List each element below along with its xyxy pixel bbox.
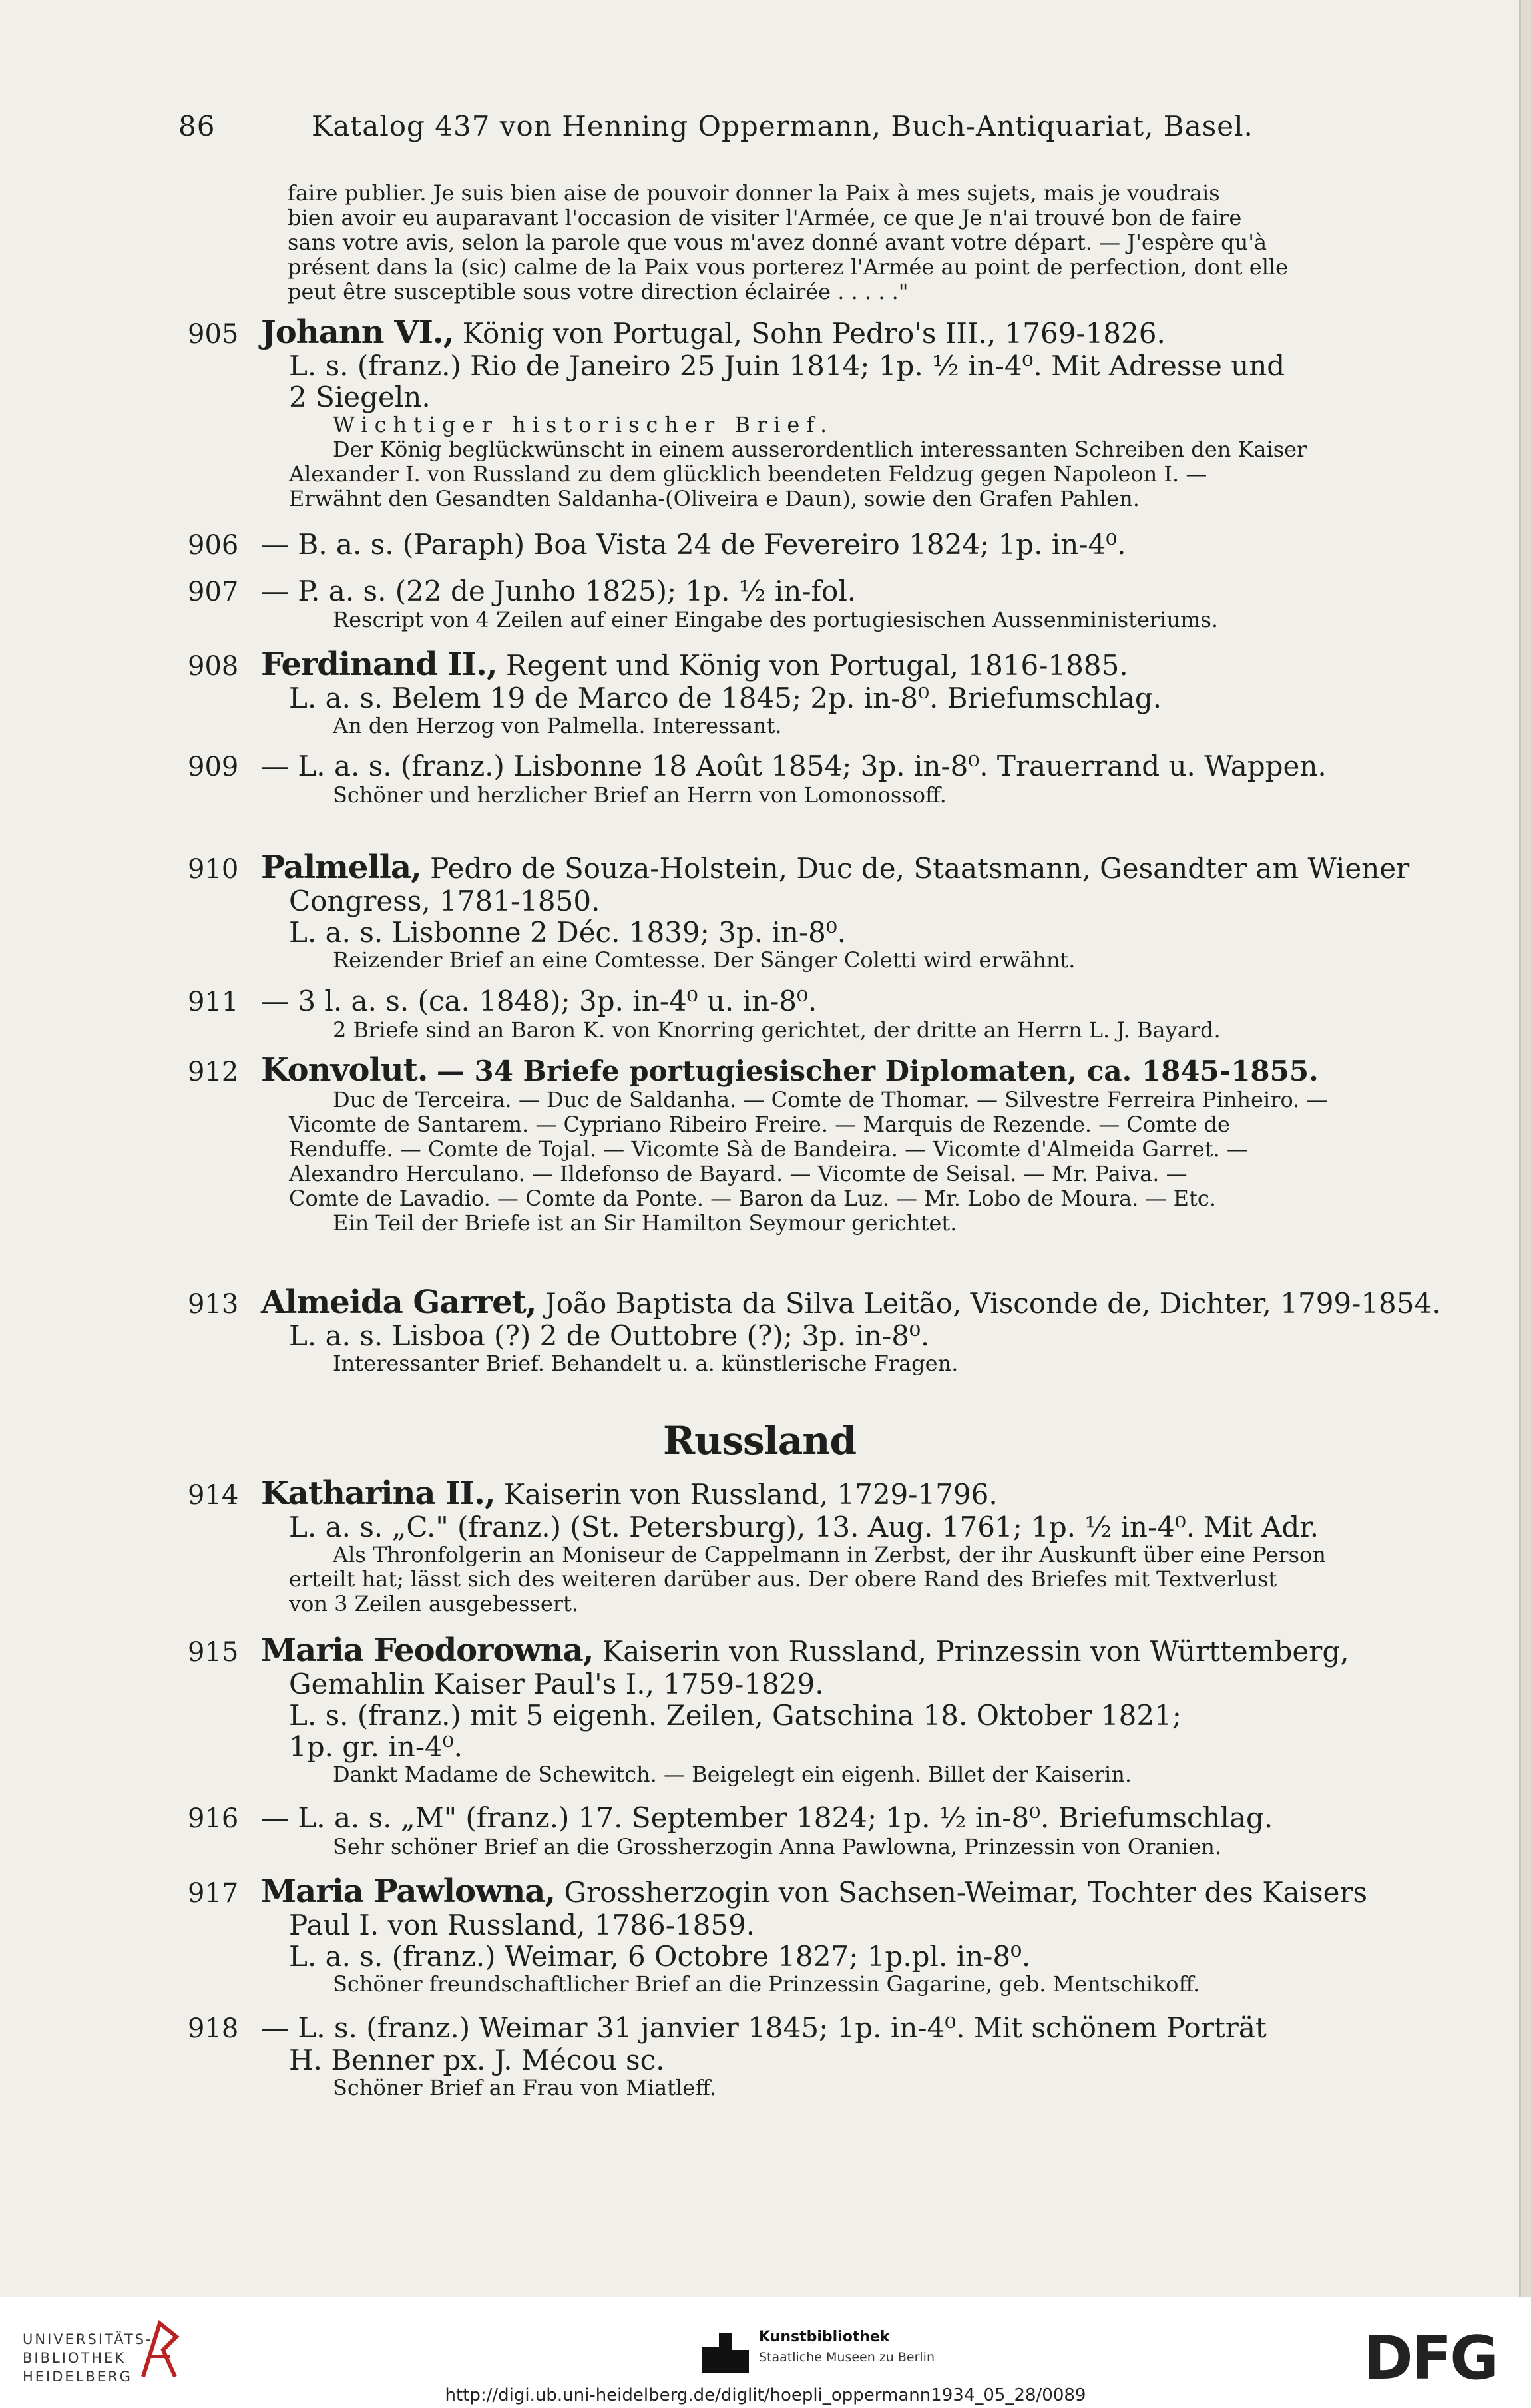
catalog-entry (188, 849, 1479, 973)
entry-note: Der König beglückwünscht in einem ausserordentlich interessanten Schreiben den Kaiser (333, 437, 1307, 462)
page-number: 86 (178, 110, 216, 142)
section-heading: Russland (662, 1418, 856, 1463)
catalog-entry (188, 1051, 1479, 1236)
entry-line: Gemahlin Kaiser Paul's I., 1759-1829. (289, 1668, 824, 1700)
entry-description: — L. s. (franz.) Weimar 31 janvier 1845; 1p. in-4⁰. Mit schönem Porträt (261, 2011, 1267, 2044)
entry-description: Regent und König von Portugal, 1816-1885. (505, 649, 1128, 682)
entry-description: — 3 l. a. s. (ca. 1848); 3p. in-4⁰ u. in-8⁰. (261, 985, 817, 1017)
entry-note: Vicomte de Santarem. — Cypriano Ribeiro Freire. — Marquis de Rezende. — Comte de (289, 1112, 1230, 1137)
entry-line: 1p. gr. in-4⁰. (289, 1730, 463, 1763)
entry-description: — B. a. s. (Paraph) Boa Vista 24 de Fevereiro 1824; 1p. in-4⁰. (261, 528, 1126, 561)
entry-number: 907 (188, 577, 239, 607)
entry-number: 913 (188, 1289, 239, 1320)
entry-line: L. s. (franz.) Rio de Janeiro 25 Juin 1814; 1p. ½ in-4⁰. Mit Adresse und (289, 350, 1285, 382)
intro-line: faire publier. Je suis bien aise de pouvoir donner la Paix à mes sujets, mais je voudrais (288, 180, 1220, 206)
entry-name: Maria Pawlowna, (261, 1873, 556, 1910)
catalog-entry (188, 1475, 1479, 1616)
entry-line: H. Benner px. J. Mécou sc. (289, 2044, 665, 2076)
kunstbibliothek-title[interactable]: Kunstbibliothek (759, 2329, 890, 2345)
entry-note: Als Thronfolgerin an Moniseur de Cappelmann in Zerbst, der ihr Auskunft über eine Person (333, 1542, 1326, 1567)
permalink-url[interactable]: http://digi.ub.uni-heidelberg.de/diglit/hoepli_oppermann1934_05_28/0089 (445, 2385, 1086, 2405)
entry-description: — L. a. s. „M" (franz.) 17. September 1824; 1p. ½ in-8⁰. Briefumschlag. (261, 1802, 1273, 1834)
intro-line: présent dans la (sic) calme de la Paix vous porterez l'Armée au point de perfection, dont elle (288, 254, 1289, 280)
catalog-entry (188, 750, 1479, 808)
page-header (178, 110, 1253, 142)
entry-description: — P. a. s. (22 de Junho 1825); 1p. ½ in-fol. (261, 575, 857, 607)
entry-description: Kaiserin von Russland, Prinzessin von Württemberg, (602, 1635, 1349, 1668)
catalog-entry (188, 314, 1479, 511)
entry-name: Katharina II., (261, 1475, 495, 1512)
entry-number: 908 (188, 651, 239, 682)
library-line: UNIVERSITÄTS- (23, 2331, 153, 2347)
entry-note: 2 Briefe sind an Baron K. von Knorring gerichtet, der dritte an Herrn L. J. Bayard. (333, 1017, 1221, 1043)
entry-note: Interessanter Brief. Behandelt u. a. künstlerische Fragen. (333, 1351, 959, 1376)
entry-note: Schöner und herzlicher Brief an Herrn von Lomonossoff. (333, 782, 947, 808)
entry-note: An den Herzog von Palmella. Interessant. (333, 713, 782, 738)
entry-number: 915 (188, 1637, 239, 1668)
entry-number: 918 (188, 2013, 239, 2044)
intro-line: bien avoir eu auparavant l'occasion de visiter l'Armée, ce que Je n'ai trouvé bon de faire (288, 205, 1242, 230)
university-library-logo[interactable] (23, 2330, 153, 2386)
page-edge (1519, 0, 1531, 2297)
entry-description: König von Portugal, Sohn Pedro's III., 1769-1826. (462, 317, 1166, 350)
catalog-entry (188, 985, 1479, 1043)
entry-name: Konvolut. (261, 1051, 428, 1088)
entry-number: 911 (188, 987, 239, 1017)
entry-note: Wichtiger historischer Brief. (333, 412, 834, 437)
entry-line: L. a. s. „C." (franz.) (St. Petersburg), 13. Aug. 1761; 1p. ½ in-4⁰. Mit Adr. (289, 1511, 1319, 1543)
entry-number: 910 (188, 854, 239, 885)
entry-name: Johann VI., (261, 314, 454, 351)
library-line: BIBLIOTHEK (23, 2350, 126, 2366)
entry-note: Rescript von 4 Zeilen auf einer Eingabe des portugiesischen Aussenministeriums. (333, 607, 1219, 632)
entry-line: L. a. s. (franz.) Weimar, 6 Octobre 1827; 1p.pl. in-8⁰. (289, 1940, 1031, 1973)
entry-line: L. a. s. Belem 19 de Marco de 1845; 2p. in-8⁰. Briefumschlag. (289, 682, 1162, 714)
entry-description: — L. a. s. (franz.) Lisbonne 18 Août 1854; 3p. in-8⁰. Trauerrand u. Wappen. (261, 750, 1327, 782)
dfg-logo[interactable]: DFG (1363, 2323, 1498, 2393)
entry-description: Grossherzogin von Sachsen-Weimar, Tochter des Kaisers (564, 1876, 1368, 1909)
library-line: HEIDELBERG (23, 2369, 132, 2385)
kunstbibliothek-icon (702, 2333, 749, 2373)
entry-note: erteilt hat; lässt sich des weiteren darüber aus. Der obere Rand des Briefes mit Textverlust (289, 1566, 1277, 1592)
entry-line: Congress, 1781-1850. (289, 885, 600, 917)
catalog-entry (188, 1632, 1479, 1787)
entry-description: João Baptista da Silva Leitão, Visconde de, Dichter, 1799-1854. (545, 1287, 1441, 1320)
catalog-entry (188, 1802, 1479, 1859)
entry-note: Reizender Brief an eine Comtesse. Der Sänger Coletti wird erwähnt. (333, 947, 1076, 973)
entry-note: Sehr schöner Brief an die Grossherzogin Anna Pawlowna, Prinzessin von Oranien. (333, 1834, 1221, 1859)
entry-line: 2 Siegeln. (289, 381, 431, 413)
entry-number: 914 (188, 1480, 239, 1511)
entry-note: von 3 Zeilen ausgebessert. (289, 1591, 579, 1616)
university-seal-icon (136, 2317, 183, 2383)
entry-line: L. s. (franz.) mit 5 eigenh. Zeilen, Gatschina 18. Oktober 1821; (289, 1699, 1182, 1732)
entry-note: Renduffe. — Comte de Tojal. — Vicomte Sà de Bandeira. — Vicomte d'Almeida Garret. — (289, 1136, 1248, 1162)
kunstbibliothek-subtitle: Staatliche Museen zu Berlin (759, 2350, 935, 2365)
catalog-entry (188, 529, 1479, 561)
entry-note: Alexandro Herculano. — Ildefonso de Bayard. — Vicomte de Seisal. — Mr. Paiva. — (289, 1161, 1188, 1186)
entry-name: Palmella, (261, 849, 421, 886)
entry-note: Duc de Terceira. — Duc de Saldanha. — Comte de Thomar. — Silvestre Ferreira Pinheiro. — (333, 1087, 1328, 1112)
catalog-entry (188, 646, 1479, 738)
entry-number: 909 (188, 752, 239, 782)
entry-description: Kaiserin von Russland, 1729-1796. (503, 1478, 998, 1511)
entry-number: 917 (188, 1878, 239, 1909)
catalog-entry (188, 2012, 1479, 2100)
page-title: Katalog 437 von Henning Oppermann, Buch-Antiquariat, Basel. (312, 110, 1253, 142)
entry-name: Almeida Garret, (261, 1284, 537, 1321)
entry-number: 906 (188, 530, 239, 561)
entry-note: Schöner Brief an Frau von Miatleff. (333, 2075, 716, 2100)
entry-name: Maria Feodorowna, (261, 1632, 594, 1669)
catalog-entry (188, 575, 1479, 632)
entry-description: Pedro de Souza-Holstein, Duc de, Staatsmann, Gesandter am Wiener (430, 852, 1410, 885)
entry-line: Paul I. von Russland, 1786-1859. (289, 1909, 756, 1941)
entry-note: Alexander I. von Russland zu dem glücklich beendeten Feldzug gegen Napoleon I. — (289, 461, 1207, 487)
entry-line: L. a. s. Lisbonne 2 Déc. 1839; 3p. in-8⁰. (289, 916, 847, 949)
entry-note: Dankt Madame de Schewitch. — Beigelegt ein eigenh. Billet der Kaiserin. (333, 1762, 1132, 1787)
entry-name: Ferdinand II., (261, 646, 497, 683)
entry-note: Ein Teil der Briefe ist an Sir Hamilton Seymour gerichtet. (333, 1210, 957, 1236)
entry-number: 905 (188, 319, 239, 350)
intro-paragraph (288, 181, 1288, 304)
intro-line: peut être susceptible sous votre direction éclairée . . . . ." (288, 279, 909, 304)
entry-note: Comte de Lavadio. — Comte da Ponte. — Baron da Luz. — Mr. Lobo de Moura. — Etc. (289, 1186, 1216, 1211)
entry-note: Schöner freundschaftlicher Brief an die Prinzessin Gagarine, geb. Mentschikoff. (333, 1971, 1200, 1997)
intro-line: sans votre avis, selon la parole que vous m'avez donné avant votre départ. — J'espère qu'à (288, 230, 1267, 255)
catalog-entry (188, 1873, 1479, 1997)
entry-line: L. a. s. Lisboa (?) 2 de Outtobre (?); 3p. in-8⁰. (289, 1320, 930, 1352)
entry-number: 916 (188, 1804, 239, 1834)
catalog-entry (188, 1284, 1479, 1376)
entry-note: Erwähnt den Gesandten Saldanha-(Oliveira e Daun), sowie den Grafen Pahlen. (289, 486, 1140, 511)
entry-description: — 34 Briefe portugiesischer Diplomaten, ca. 1845-1855. (436, 1055, 1319, 1087)
entry-number: 912 (188, 1057, 239, 1087)
